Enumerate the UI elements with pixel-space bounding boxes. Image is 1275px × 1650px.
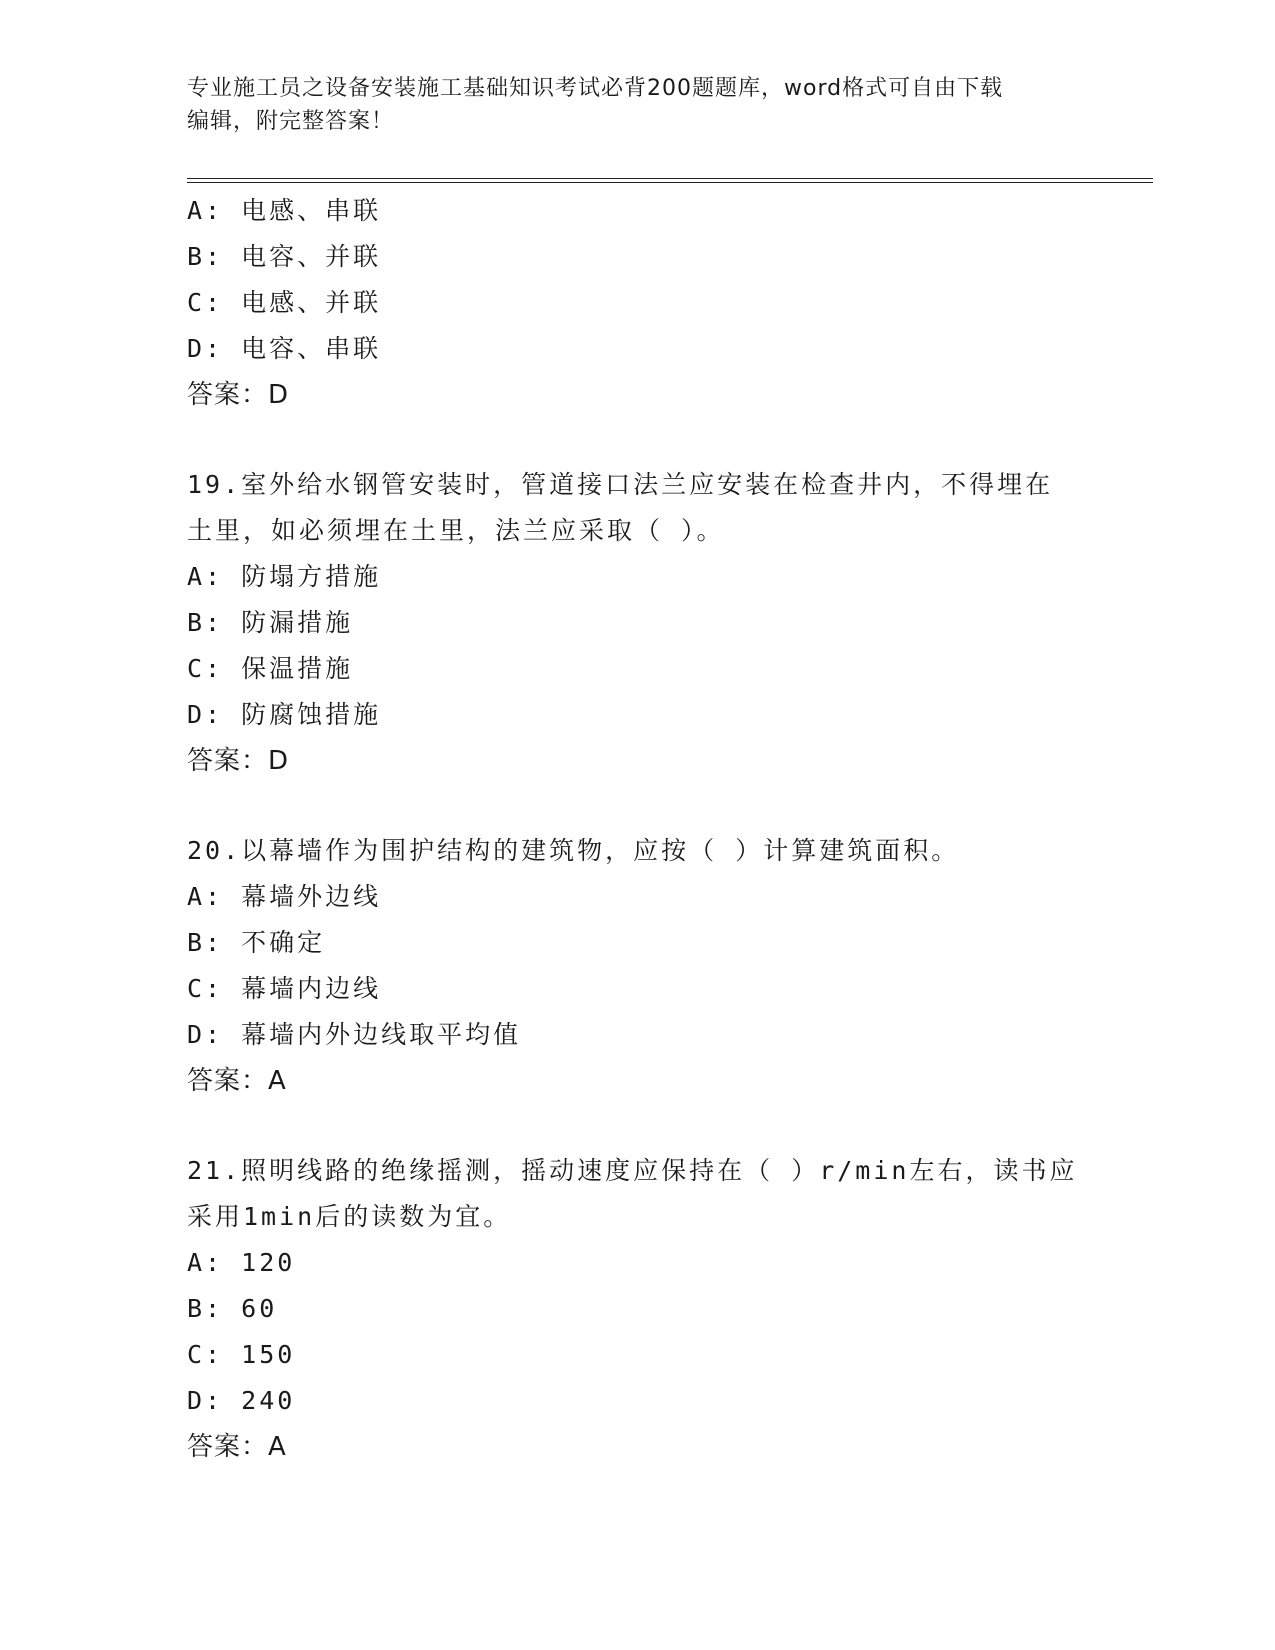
option-c: C: 150 [187,1340,296,1369]
option-d: D: 240 [187,1386,296,1415]
question-block-18 [187,188,1087,418]
option-a: A: 幕墙外边线 [187,882,382,911]
question-list [187,188,1087,1470]
document-header [187,72,1087,138]
option-b: B: 不确定 [187,928,326,957]
answer-line: 答案：D [187,380,290,410]
question-spacer [187,418,1087,462]
question-stem-line-1: 19.室外给水钢管安装时，管道接口法兰应安装在检查井内，不得埋在 [187,470,1054,499]
question-block-20 [187,828,1087,1104]
question-stem-line-1: 20.以幕墙作为围护结构的建筑物，应按（ ）计算建筑面积。 [187,836,960,865]
option-a: A: 防塌方措施 [187,562,382,591]
option-d: D: 幕墙内外边线取平均值 [187,1020,522,1049]
question-stem-line-2: 采用1min后的读数为宜。 [187,1202,512,1231]
header-title-line-1: 专业施工员之设备安装施工基础知识考试必背200题题库，word格式可自由下载 [187,76,1004,101]
header-divider [187,178,1153,183]
option-c: C: 幕墙内边线 [187,974,382,1003]
question-spacer [187,784,1087,828]
option-d: D: 防腐蚀措施 [187,700,382,729]
question-stem-line-1: 21.照明线路的绝缘摇测，摇动速度应保持在（ ）r/min左右，读书应 [187,1156,1078,1185]
option-c: C: 电感、并联 [187,288,382,317]
option-b: B: 电容、并联 [187,242,382,271]
option-c: C: 保温措施 [187,654,354,683]
option-d: D: 电容、串联 [187,334,382,363]
question-block-19 [187,462,1087,784]
answer-line: 答案：A [187,1432,287,1462]
header-title-line-2: 编辑，附完整答案！ [187,109,395,134]
option-a: A: 120 [187,1248,296,1277]
question-block-21 [187,1148,1087,1470]
option-a: A: 电感、串联 [187,196,382,225]
option-b: B: 防漏措施 [187,608,354,637]
question-stem-line-2: 土里，如必须埋在土里，法兰应采取（ ）。 [187,516,725,545]
question-spacer [187,1104,1087,1148]
answer-line: 答案：D [187,746,290,776]
option-b: B: 60 [187,1294,278,1323]
answer-line: 答案：A [187,1066,287,1096]
